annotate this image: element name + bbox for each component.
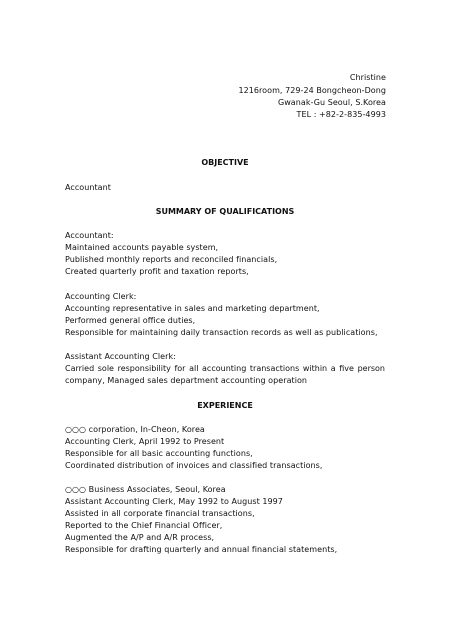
job-duty: Coordinated distribution of invoices and classified transactions, [65,461,323,470]
summary-role: Accounting Clerk: [65,292,137,301]
summary-item: Published monthly reports and reconciled financials, [65,255,278,264]
job-duty: Augmented the A/P and A/R process, [65,533,215,542]
job-duty: Assisted in all corporate financial transactions, [65,509,255,518]
summary-item: Created quarterly profit and taxation reports, [65,267,249,276]
summary-role: Assistant Accounting Clerk: [65,352,176,361]
address-line-1: 1216room, 729-24 Bongcheon-Dong [238,86,386,95]
objective-text: Accountant [65,183,111,192]
summary-item: Performed general office duties, [65,316,196,325]
job-company: ○○○ corporation, In-Cheon, Korea [65,425,205,434]
summary-item: company, Managed sales department accounting operation [65,376,308,385]
summary-item: Carried sole responsibility for all accounting transactions within a five person [65,364,385,373]
job-position: Assistant Accounting Clerk, May 1992 to August 1997 [65,497,283,506]
job-duty: Reported to the Chief Financial Officer, [65,521,223,530]
job-company: ○○○ Business Associates, Seoul, Korea [65,485,226,494]
summary-item: Responsible for maintaining daily transaction records as well as publications, [65,328,378,337]
summary-item: Maintained accounts payable system, [65,243,219,252]
experience-heading: EXPERIENCE [197,401,253,410]
job-duty: Responsible for drafting quarterly and annual financial statements, [65,545,338,554]
job-duty: Responsible for all basic accounting functions, [65,449,253,458]
phone-number: TEL : +82-2-835-4993 [296,110,386,119]
objective-heading: OBJECTIVE [201,158,249,167]
job-position: Accounting Clerk, April 1992 to Present [65,437,225,446]
address-line-2: Gwanak-Gu Seoul, S.Korea [277,98,386,107]
summary-role: Accountant: [65,231,114,240]
applicant-name: Christine [349,73,386,82]
summary-heading: SUMMARY OF QUALIFICATIONS [155,207,295,216]
summary-item: Accounting representative in sales and marketing department, [65,304,320,313]
